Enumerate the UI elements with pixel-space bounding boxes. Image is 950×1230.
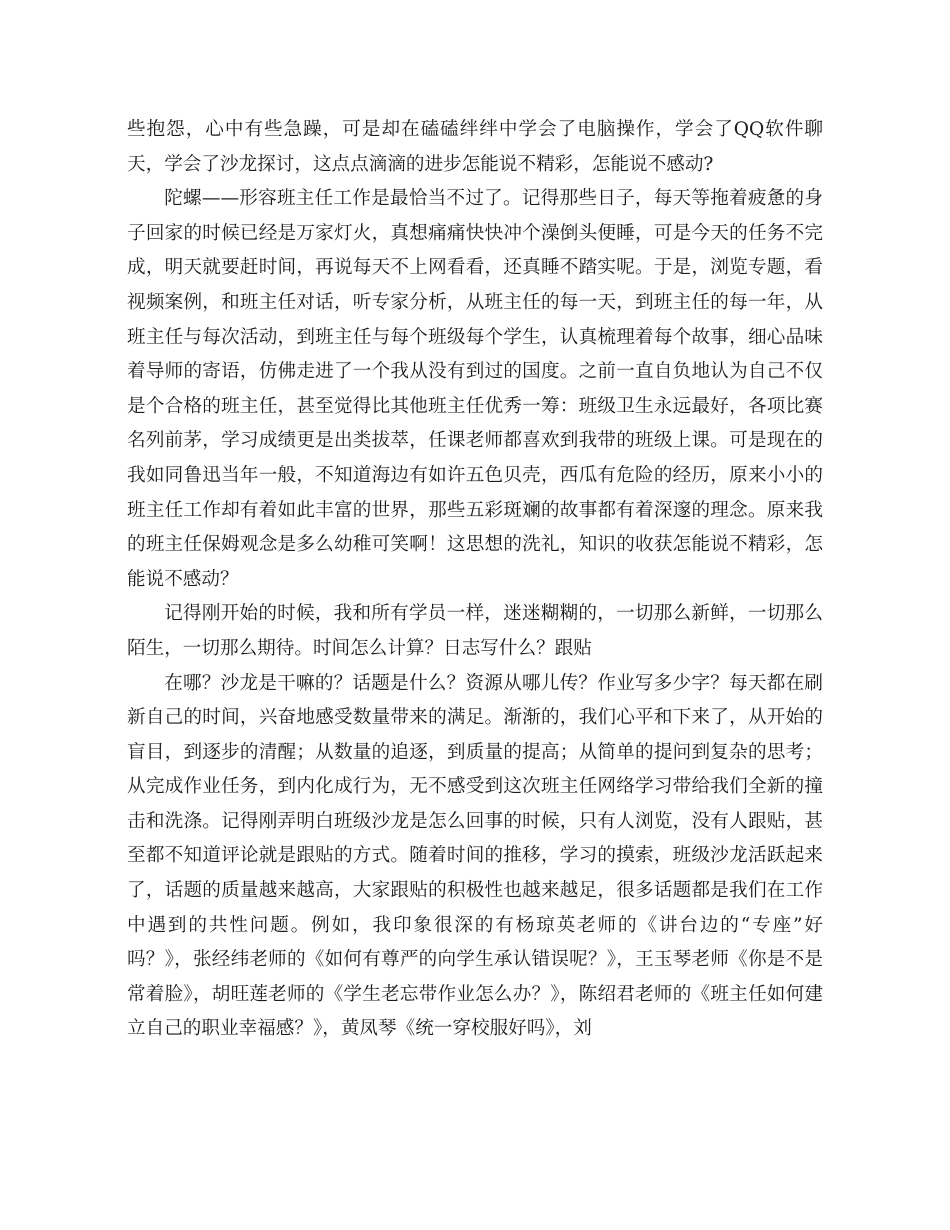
paragraph-gyroscope: 陀螺——形容班主任工作是最恰当不过了。记得那些日子，每天等拖着疲惫的身子回家的时候已经是万家灯火，真想痛痛快快冲个澡倒头便睡，可是今天的任务不完成，明天就要赶时间，再说每天不上网看看，还真睡不踏实呢。于是，浏览专题，看视频案例，和班主任对话，听专家分析，从班主任的每一天，到班主任的每一年，从班主任与每次活动，到班主任与每个班级每个学生，认真梳理着每个故事，细心品味着导师的寄语，仿佛走进了一个我从没有到过的国度。之前一直自负地认为自己不仅是个合格的班主任，甚至觉得比其他班主任优秀一筹：班级卫生永远最好，各项比赛名列前茅，学习成绩更是出类拔萃，任课老师都喜欢到我带的班级上课。可是现在的我如同鲁迅当年一般，不知道海边有如许五色贝壳，西瓜有危险的经历，原来小小的班主任工作却有着如此丰富的世界，那些五彩斑斓的故事都有着深邃的理念。原来我的班主任保姆观念是多么幼稚可笑啊！这思想的洗礼，知识的收获怎能说不精彩，怎能说不感动？ [127,188,823,590]
document-body [127,113,823,1047]
paragraph-continuation: 些抱怨，心中有些急躁，可是却在磕磕绊绊中学会了电脑操作，学会了QQ软件聊天，学会了沙龙探讨，这点点滴滴的进步怎能说不精彩，怎能说不感动? [127,119,823,175]
paragraph-salon: 在哪？沙龙是干嘛的？话题是什么？资源从哪儿传？作业写多少字？每天都在刷新自己的时间，兴奋地感受数量带来的满足。渐渐的，我们心平和下来了，从开始的盲目，到逐步的清醒；从数量的追逐，到质量的提高；从简单的提问到复杂的思考；从完成作业任务，到内化成行为，无不感受到这次班主任网络学习带给我们全新的撞击和洗涤。记得刚弄明白班级沙龙是怎么回事的时候，只有人浏览，没有人跟贴，甚至都不知道评论就是跟贴的方式。随着时间的推移，学习的摸索，班级沙龙活跃起来了，话题的质量越来越高，大家跟贴的积极性也越来越足，很多话题都是我们在工作中遇到的共性问题。例如，我印象很深的有杨琼英老师的《讲台边的“专座”好吗？》，张经纬老师的《如何有尊严的向学生承认错误呢？》，王玉琴老师《你是不是常着脸》，胡旺莲老师的《学生老忘带作业怎么办？》，陈绍君老师的《班主任如何建立自己的职业幸福感？》，黄凤琴《统一穿校服好吗》，刘 [127,672,823,1040]
paragraph-beginning: 记得刚开始的时候，我和所有学员一样，迷迷糊糊的，一切那么新鲜，一切那么陌生，一切那么期待。时间怎么计算？日志写什么？跟贴 [127,603,823,659]
